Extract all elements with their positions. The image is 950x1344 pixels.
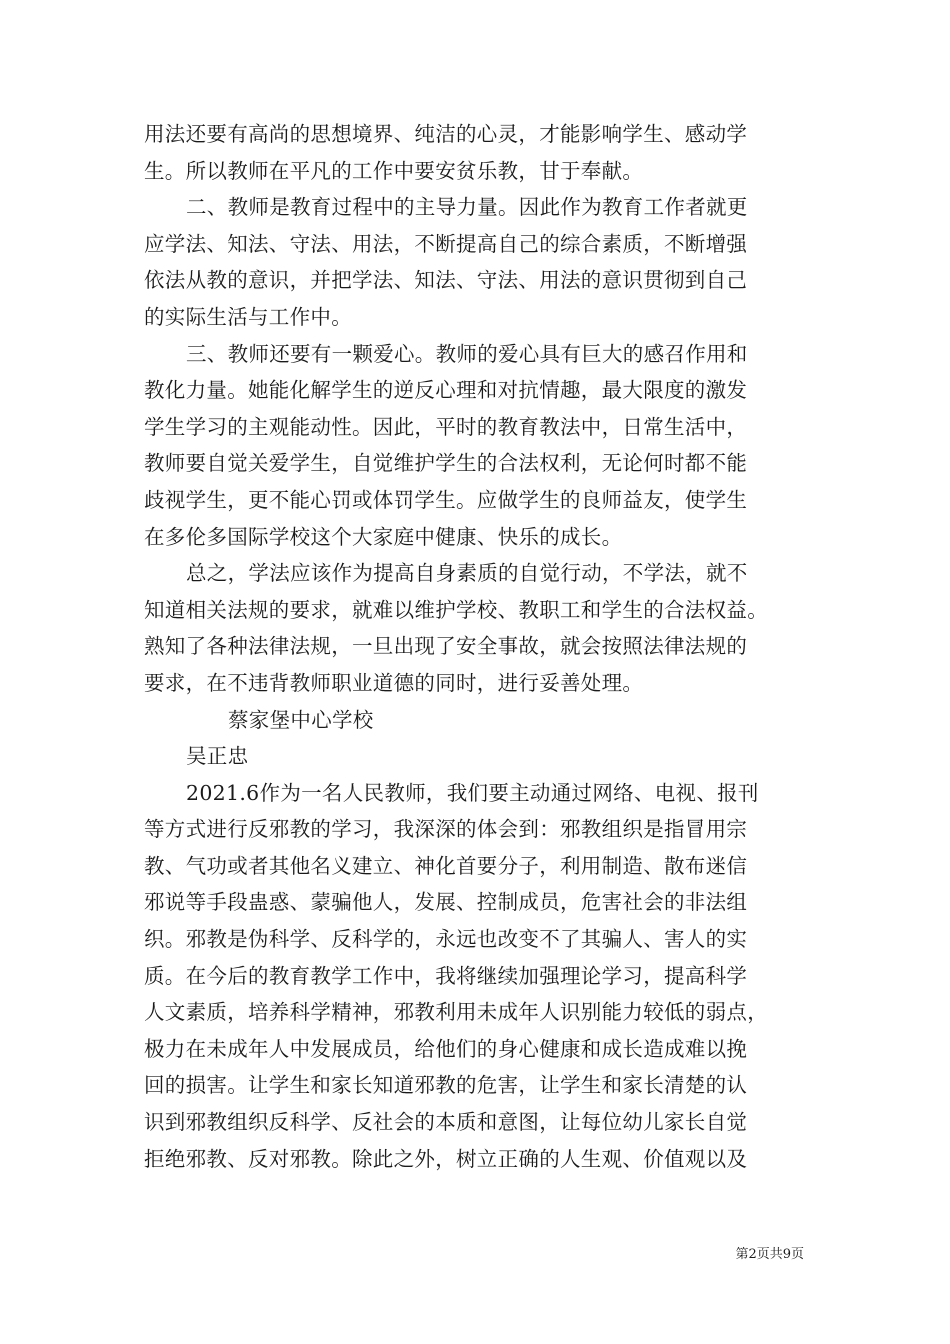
- text-line: 邪说等手段蛊惑、蒙骗他人，发展、控制成员，危害社会的非法组: [144, 890, 748, 915]
- signature-school: 蔡家堡中心学校: [228, 707, 374, 732]
- text-line: 学生学习的主观能动性。因此，平时的教育教法中，日常生活中，: [144, 414, 748, 439]
- text-line: 教师要自觉关爱学生，自觉维护学生的合法权利，无论何时都不能: [144, 451, 748, 476]
- text-line: 知道相关法规的要求，就难以维护学校、教职工和学生的合法权益。: [144, 597, 768, 622]
- text-line: 质。在今后的教育教学工作中，我将继续加强理论学习，提高科学: [144, 963, 748, 988]
- text-line: 织。邪教是伪科学、反科学的，永远也改变不了其骗人、害人的实: [144, 927, 748, 952]
- text-line: 教、气功或者其他名义建立、神化首要分子，利用制造、散布迷信: [144, 853, 748, 878]
- text-line: 歧视学生，更不能心罚或体罚学生。应做学生的良师益友，使学生: [144, 487, 748, 512]
- signature-author: 吴正忠: [186, 744, 249, 769]
- page-number: 第2页共9页: [735, 1247, 804, 1262]
- text-line: 用法还要有高尚的思想境界、纯洁的心灵，才能影响学生、感动学: [144, 122, 748, 146]
- text-line: 依法从教的意识，并把学法、知法、守法、用法的意识贯彻到自己: [144, 268, 748, 293]
- paragraph-start-line: 三、教师还要有一颗爱心。教师的爱心具有巨大的感召作用和: [186, 341, 748, 366]
- document-body: [144, 116, 824, 1177]
- text-line: 要求，在不违背教师职业道德的同时，进行妥善处理。: [144, 670, 644, 695]
- text-line: 的实际生活与工作中。: [144, 304, 352, 329]
- text-line: 应学法、知法、守法、用法，不断提高自己的综合素质，不断增强: [144, 231, 748, 256]
- text-line: 教化力量。她能化解学生的逆反心理和对抗情趣，最大限度的激发: [144, 378, 748, 403]
- text-line: 人文素质，培养科学精神，邪教利用未成年人识别能力较低的弱点，: [144, 1000, 768, 1025]
- text-line: 生。所以教师在平凡的工作中要安贫乐教，甘于奉献。: [144, 158, 644, 183]
- text-line: 等方式进行反邪教的学习，我深深的体会到：邪教组织是指冒用宗: [144, 817, 748, 842]
- paragraph-start-line: 2021.6作为一名人民教师，我们要主动通过网络、电视、报刊: [186, 780, 759, 805]
- paragraph-start-line: 二、教师是教育过程中的主导力量。因此作为教育工作者就更: [186, 195, 748, 220]
- text-line: 回的损害。让学生和家长知道邪教的危害，让学生和家长清楚的认: [144, 1073, 748, 1098]
- text-line: 在多伦多国际学校这个大家庭中健康、快乐的成长。: [144, 524, 623, 549]
- text-line: 拒绝邪教、反对邪教。除此之外，树立正确的人生观、价值观以及: [144, 1146, 748, 1171]
- text-line: 识到邪教组织反科学、反社会的本质和意图，让每位幼儿家长自觉: [144, 1110, 748, 1135]
- text-line: 极力在未成年人中发展成员，给他们的身心健康和成长造成难以挽: [144, 1036, 748, 1061]
- paragraph-start-line: 总之，学法应该作为提高自身素质的自觉行动，不学法，就不: [186, 561, 748, 586]
- text-line: 熟知了各种法律法规，一旦出现了安全事故，就会按照法律法规的: [144, 634, 748, 659]
